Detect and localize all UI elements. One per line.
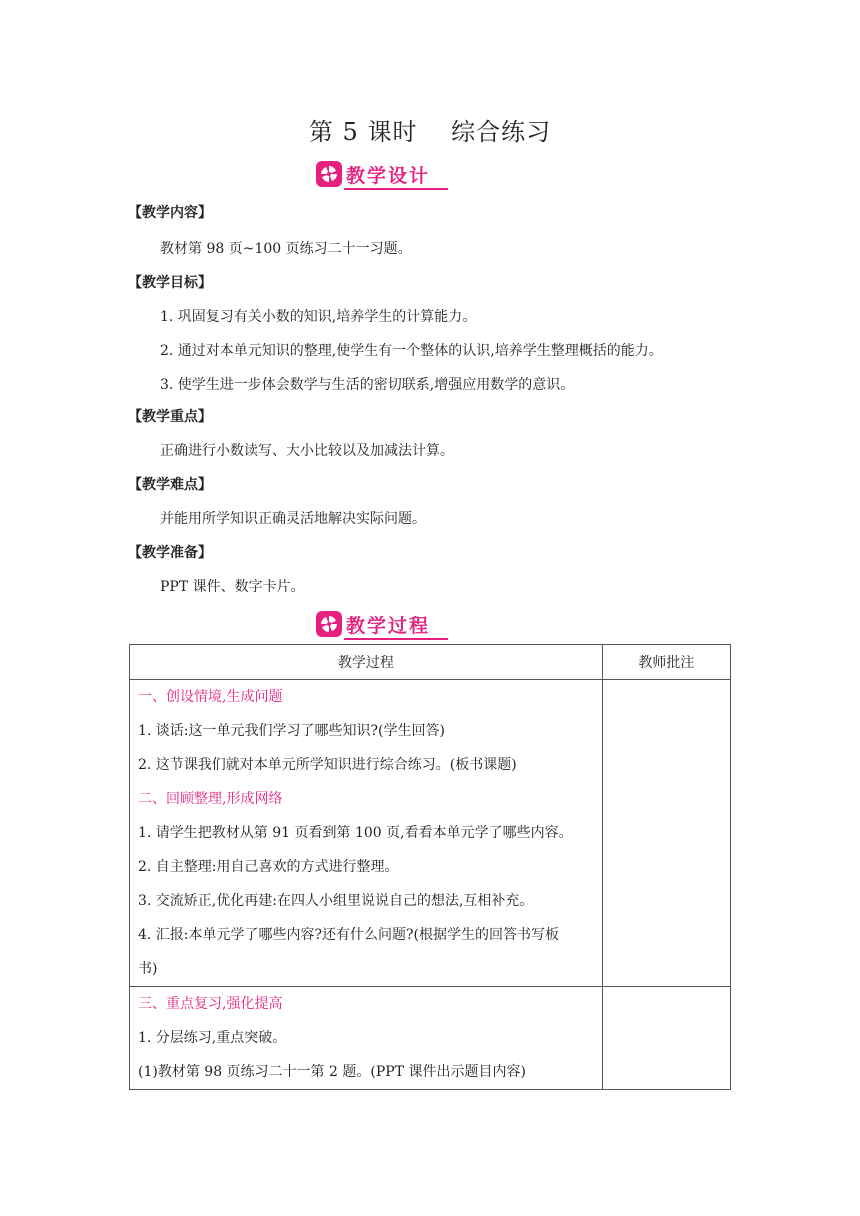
pinwheel-logo-icon xyxy=(316,161,342,187)
teaching-process-banner xyxy=(316,610,448,638)
banner-label: 教学设计 xyxy=(346,164,431,187)
section-line: 1. 巩固复习有关小数的知识,培养学生的计算能力。 xyxy=(160,309,477,325)
column-header-notes: 教师批注 xyxy=(602,645,730,680)
page-title: 第 5 课时 综合练习 xyxy=(308,118,552,146)
stage-heading: 二、回顾整理,形成网络 xyxy=(138,791,283,807)
process-step: 4. 汇报:本单元学了哪些内容?还有什么问题?(根据学生的回答书写板 xyxy=(138,927,559,943)
section-heading-objectives: 【教学目标】 xyxy=(128,275,212,291)
banner-label: 教学过程 xyxy=(346,614,431,637)
teaching-design-banner xyxy=(316,160,448,188)
process-step: 1. 谈话:这一单元我们学习了哪些知识?(学生回答) xyxy=(138,723,445,739)
section-heading-preparation: 【教学准备】 xyxy=(128,545,212,561)
process-step: 2. 这节课我们就对本单元所学知识进行综合练习。(板书课题) xyxy=(138,757,517,773)
table-row xyxy=(130,680,731,987)
process-step: (1)教材第 98 页练习二十一第 2 题。(PPT 课件出示题目内容) xyxy=(138,1064,526,1080)
section-line: 3. 使学生进一步体会数学与生活的密切联系,增强应用数学的意识。 xyxy=(160,377,575,393)
section-line: PPT 课件、数字卡片。 xyxy=(160,579,305,595)
section-line: 并能用所学知识正确灵活地解决实际问题。 xyxy=(160,511,426,527)
banner-underline xyxy=(344,638,448,640)
column-header-process: 教学过程 xyxy=(130,645,603,680)
pinwheel-logo-icon xyxy=(316,611,342,637)
section-line: 正确进行小数读写、大小比较以及加减法计算。 xyxy=(160,443,454,459)
table-header-row xyxy=(130,645,731,680)
process-step: 3. 交流矫正,优化再建:在四人小组里说说自己的想法,互相补充。 xyxy=(138,893,534,909)
process-cell xyxy=(130,680,603,987)
table-row xyxy=(130,987,731,1090)
stage-heading: 一、创设情境,生成问题 xyxy=(138,689,283,705)
process-step: 书) xyxy=(138,961,158,977)
section-heading-difficulties: 【教学难点】 xyxy=(128,477,212,493)
section-heading-key-points: 【教学重点】 xyxy=(128,409,212,425)
section-heading-content: 【教学内容】 xyxy=(128,205,212,221)
process-step: 2. 自主整理:用自己喜欢的方式进行整理。 xyxy=(138,859,399,875)
notes-cell xyxy=(602,680,730,987)
process-step: 1. 请学生把教材从第 91 页看到第 100 页,看看本单元学了哪些内容。 xyxy=(138,825,573,841)
process-cell xyxy=(130,987,603,1090)
stage-heading: 三、重点复习,强化提高 xyxy=(138,996,283,1012)
process-table xyxy=(129,644,731,1090)
banner-underline xyxy=(344,188,448,190)
section-line: 教材第 98 页~100 页练习二十一习题。 xyxy=(160,241,412,257)
process-step: 1. 分层练习,重点突破。 xyxy=(138,1030,287,1046)
notes-cell xyxy=(602,987,730,1090)
section-line: 2. 通过对本单元知识的整理,使学生有一个整体的认识,培养学生整理概括的能力。 xyxy=(160,343,663,359)
